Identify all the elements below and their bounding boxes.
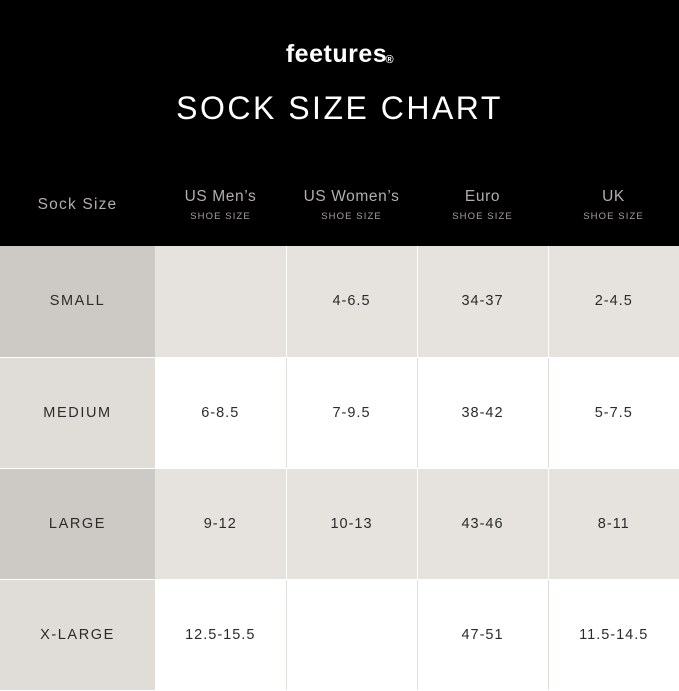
cell-small-us-womens: 4-6.5 xyxy=(286,246,417,357)
column-header-euro: Euro SHOE SIZE xyxy=(452,188,513,222)
cell-small-euro: 34-37 xyxy=(417,246,548,357)
registered-trademark-mark: ® xyxy=(385,54,395,66)
cell-small-us-mens xyxy=(155,246,286,357)
cell-large-us-mens: 9-12 xyxy=(155,468,286,579)
row-label-small: SMALL xyxy=(0,246,155,357)
size-chart-table xyxy=(0,164,679,691)
cell-large-euro: 43-46 xyxy=(417,468,548,579)
chart-header xyxy=(0,0,679,164)
brand-logo xyxy=(286,42,393,67)
cell-x-large-uk: 11.5-14.5 xyxy=(548,579,679,690)
row-label-medium: MEDIUM xyxy=(0,357,155,468)
table-row xyxy=(0,579,679,690)
column-header-uk: UK SHOE SIZE xyxy=(583,188,644,222)
table-row xyxy=(0,246,679,357)
column-header-us-womens: US Women’s SHOE SIZE xyxy=(303,188,400,222)
cell-x-large-euro: 47-51 xyxy=(417,579,548,690)
cell-x-large-us-womens xyxy=(286,579,417,690)
cell-medium-euro: 38-42 xyxy=(417,357,548,468)
table-body xyxy=(0,246,679,690)
cell-large-uk: 8-11 xyxy=(548,468,679,579)
page-title: SOCK SIZE CHART xyxy=(176,90,503,126)
table-header-row xyxy=(0,164,679,246)
row-label-x-large: X-LARGE xyxy=(0,579,155,690)
cell-medium-us-mens: 6-8.5 xyxy=(155,357,286,468)
column-header-us-mens: US Men’s SHOE SIZE xyxy=(184,188,257,222)
table-row xyxy=(0,357,679,468)
cell-x-large-us-mens: 12.5-15.5 xyxy=(155,579,286,690)
cell-medium-uk: 5-7.5 xyxy=(548,357,679,468)
cell-small-uk: 2-4.5 xyxy=(548,246,679,357)
table-row xyxy=(0,468,679,579)
cell-large-us-womens: 10-13 xyxy=(286,468,417,579)
row-label-large: LARGE xyxy=(0,468,155,579)
column-header-sock-size: Sock Size xyxy=(37,196,118,213)
cell-medium-us-womens: 7-9.5 xyxy=(286,357,417,468)
brand-name: feetures xyxy=(285,40,388,68)
table-header-row-group xyxy=(0,164,679,246)
